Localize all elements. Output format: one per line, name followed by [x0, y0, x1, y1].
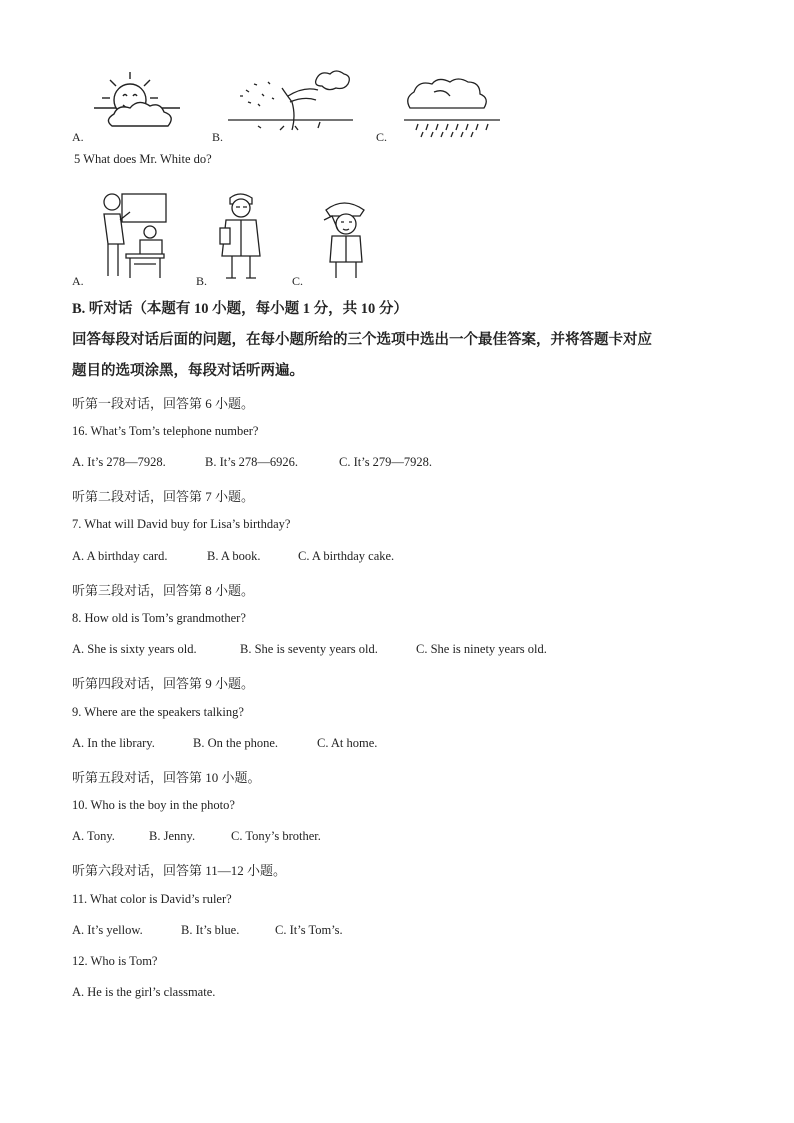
option-a[interactable]: A. Tony.	[72, 829, 115, 843]
option-b[interactable]: B. She is seventy years old.	[240, 642, 378, 656]
q5-option-c-label: C.	[292, 274, 304, 288]
option-c[interactable]: C. It’s 279—7928.	[339, 455, 433, 469]
question-text: 11. What color is David’s ruler?	[72, 892, 232, 906]
option-b[interactable]: B. Jenny.	[149, 829, 196, 843]
question-text: 7. What will David buy for Lisa’s birthday?	[72, 517, 291, 531]
option-a[interactable]: A. She is sixty years old.	[72, 642, 197, 656]
option-a[interactable]: A. It’s 278—7928.	[72, 455, 166, 469]
option-c[interactable]: C. At home.	[317, 736, 378, 750]
q4-option-b-label: B.	[212, 130, 224, 144]
option-c[interactable]: C. It’s Tom’s.	[275, 923, 343, 937]
question-text: 8. How old is Tom’s grandmother?	[72, 611, 246, 625]
question-text: 12. Who is Tom?	[72, 954, 158, 968]
doctor-icon	[218, 190, 264, 284]
dialogue-intro: 听第三段对话，回答第 8 小题。	[72, 583, 255, 598]
q4-option-c-label: C.	[376, 130, 388, 144]
option-b[interactable]: B. On the phone.	[193, 736, 279, 750]
q4-option-a-label: A.	[72, 130, 84, 144]
option-b[interactable]: B. It’s blue.	[181, 923, 240, 937]
option-a[interactable]: A. He is the girl’s classmate.	[72, 985, 216, 999]
option-c[interactable]: C. Tony’s brother.	[231, 829, 321, 843]
option-a[interactable]: A. A birthday card.	[72, 549, 168, 563]
wind-tree-icon	[228, 68, 358, 136]
option-a[interactable]: A. In the library.	[72, 736, 155, 750]
dialogue-intro: 听第二段对话，回答第 7 小题。	[72, 489, 255, 504]
option-a[interactable]: A. It’s yellow.	[72, 923, 143, 937]
q5-option-b-label: B.	[196, 274, 208, 288]
q5-question: 5 What does Mr. White do?	[74, 152, 212, 166]
rain-cloud-icon	[404, 78, 504, 140]
dialogue-intro: 听第四段对话，回答第 9 小题。	[72, 676, 255, 691]
teacher-icon	[100, 190, 168, 282]
option-c[interactable]: C. She is ninety years old.	[416, 642, 547, 656]
option-c[interactable]: C. A birthday cake.	[298, 549, 395, 563]
section-b-heading: B. 听对话（本题有 10 小题，每小题 1 分，共 10 分）	[72, 301, 408, 317]
section-b-instruction-line1: 回答每段对话后面的问题，在每小题所给的三个选项中选出一个最佳答案，并将答题卡对应	[72, 332, 652, 348]
sun-cloud-icon	[92, 68, 182, 136]
teacher-picture	[100, 190, 168, 287]
policeman-icon	[320, 198, 368, 282]
question-text: 9. Where are the speakers talking?	[72, 705, 244, 719]
windy-weather-picture	[228, 68, 358, 141]
doctor-picture	[218, 190, 264, 289]
dialogue-intro: 听第六段对话，回答第 11—12 小题。	[72, 863, 287, 878]
sunny-weather-picture	[92, 68, 182, 141]
question-text: 16. What’s Tom’s telephone number?	[72, 424, 259, 438]
question-text: 10. Who is the boy in the photo?	[72, 798, 235, 812]
option-b[interactable]: B. A book.	[207, 549, 261, 563]
rainy-weather-picture	[404, 78, 504, 145]
q5-option-a-label: A.	[72, 274, 84, 288]
dialogue-intro: 听第五段对话，回答第 10 小题。	[72, 770, 261, 785]
option-b[interactable]: B. It’s 278—6926.	[205, 455, 299, 469]
policeman-picture	[320, 198, 368, 287]
section-b-instruction-line2: 题目的选项涂黑，每段对话听两遍。	[72, 363, 304, 379]
dialogue-intro: 听第一段对话，回答第 6 小题。	[72, 396, 255, 411]
